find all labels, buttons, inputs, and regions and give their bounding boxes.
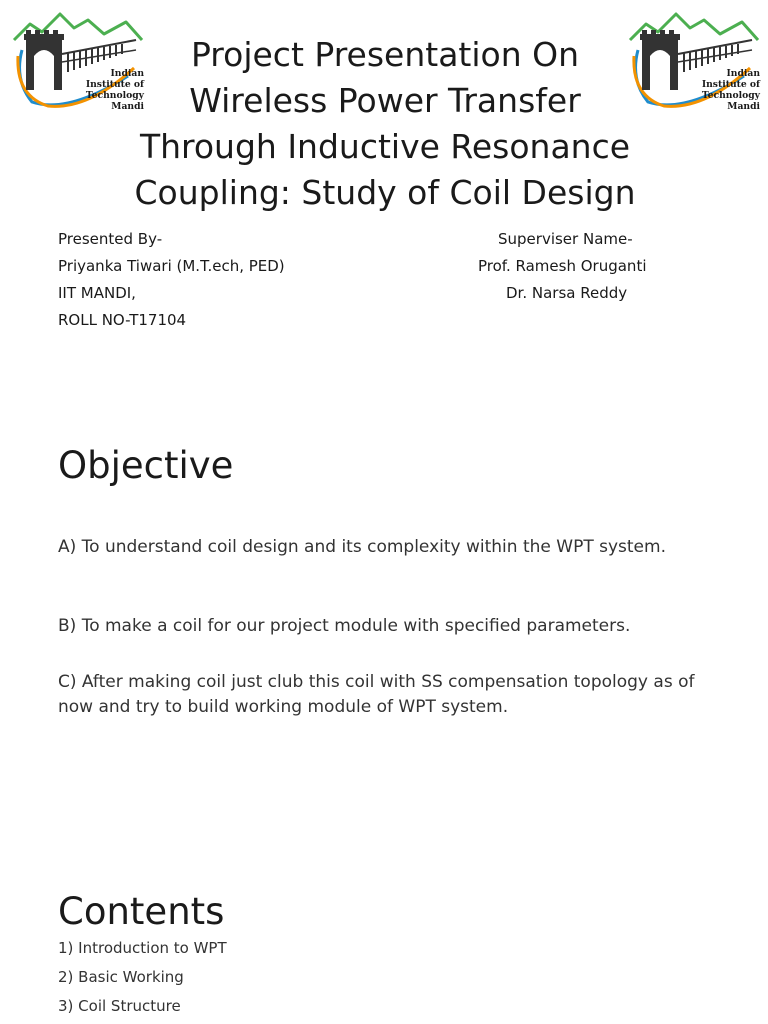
contents-item: 1) Introduction to WPT [58, 939, 227, 957]
logo-wordmark [698, 68, 760, 112]
contents-list [58, 934, 227, 1021]
logo-text-line: Technology [701, 90, 760, 101]
contents-item: 2) Basic Working [58, 968, 184, 986]
presentation-title [100, 32, 670, 216]
contents-heading: Contents [58, 890, 225, 933]
title-line: Through Inductive Resonance [139, 127, 631, 166]
objective-item: C) After making coil just club this coil with SS compensation topology as of now and try to build working module of WPT system. [58, 672, 695, 717]
logo-text-line: Institute of [85, 79, 144, 90]
presenter-roll-number: ROLL NO-T17104 [58, 311, 187, 329]
objective-heading: Objective [58, 444, 234, 487]
contents-slide [0, 860, 768, 1024]
logo-text-line: Technology [85, 90, 144, 101]
supervisor-block [478, 226, 658, 307]
objective-slide [0, 420, 768, 860]
logo-text-line: Indian [110, 68, 144, 79]
presenter-block [58, 226, 285, 334]
logo-text-line: Indian [726, 68, 760, 79]
title-line: Project Presentation On [190, 35, 580, 74]
logo-text-line: Mandi [727, 101, 760, 112]
presenter-name: Priyanka Tiwari (M.T.ech, PED) [58, 257, 285, 275]
title-line: Coupling: Study of Coil Design [134, 173, 636, 212]
title-slide [0, 0, 768, 420]
logo-text-line: Mandi [111, 101, 144, 112]
supervisor-name: Prof. Ramesh Oruganti [478, 257, 647, 275]
logo-text-line: Institute of [701, 79, 760, 90]
presenter-institute: IIT MANDI, [58, 284, 136, 302]
objective-item: A) To understand coil design and its complexity within the WPT system. [58, 537, 666, 557]
contents-item: 3) Coil Structure [58, 997, 181, 1015]
title-line: Wireless Power Transfer [189, 81, 581, 120]
presenter-heading: Presented By- [58, 230, 163, 248]
supervisor-heading: Superviser Name- [498, 230, 633, 248]
supervisor-name: Dr. Narsa Reddy [506, 284, 628, 302]
objective-item: B) To make a coil for our project module with specified parameters. [58, 616, 631, 636]
